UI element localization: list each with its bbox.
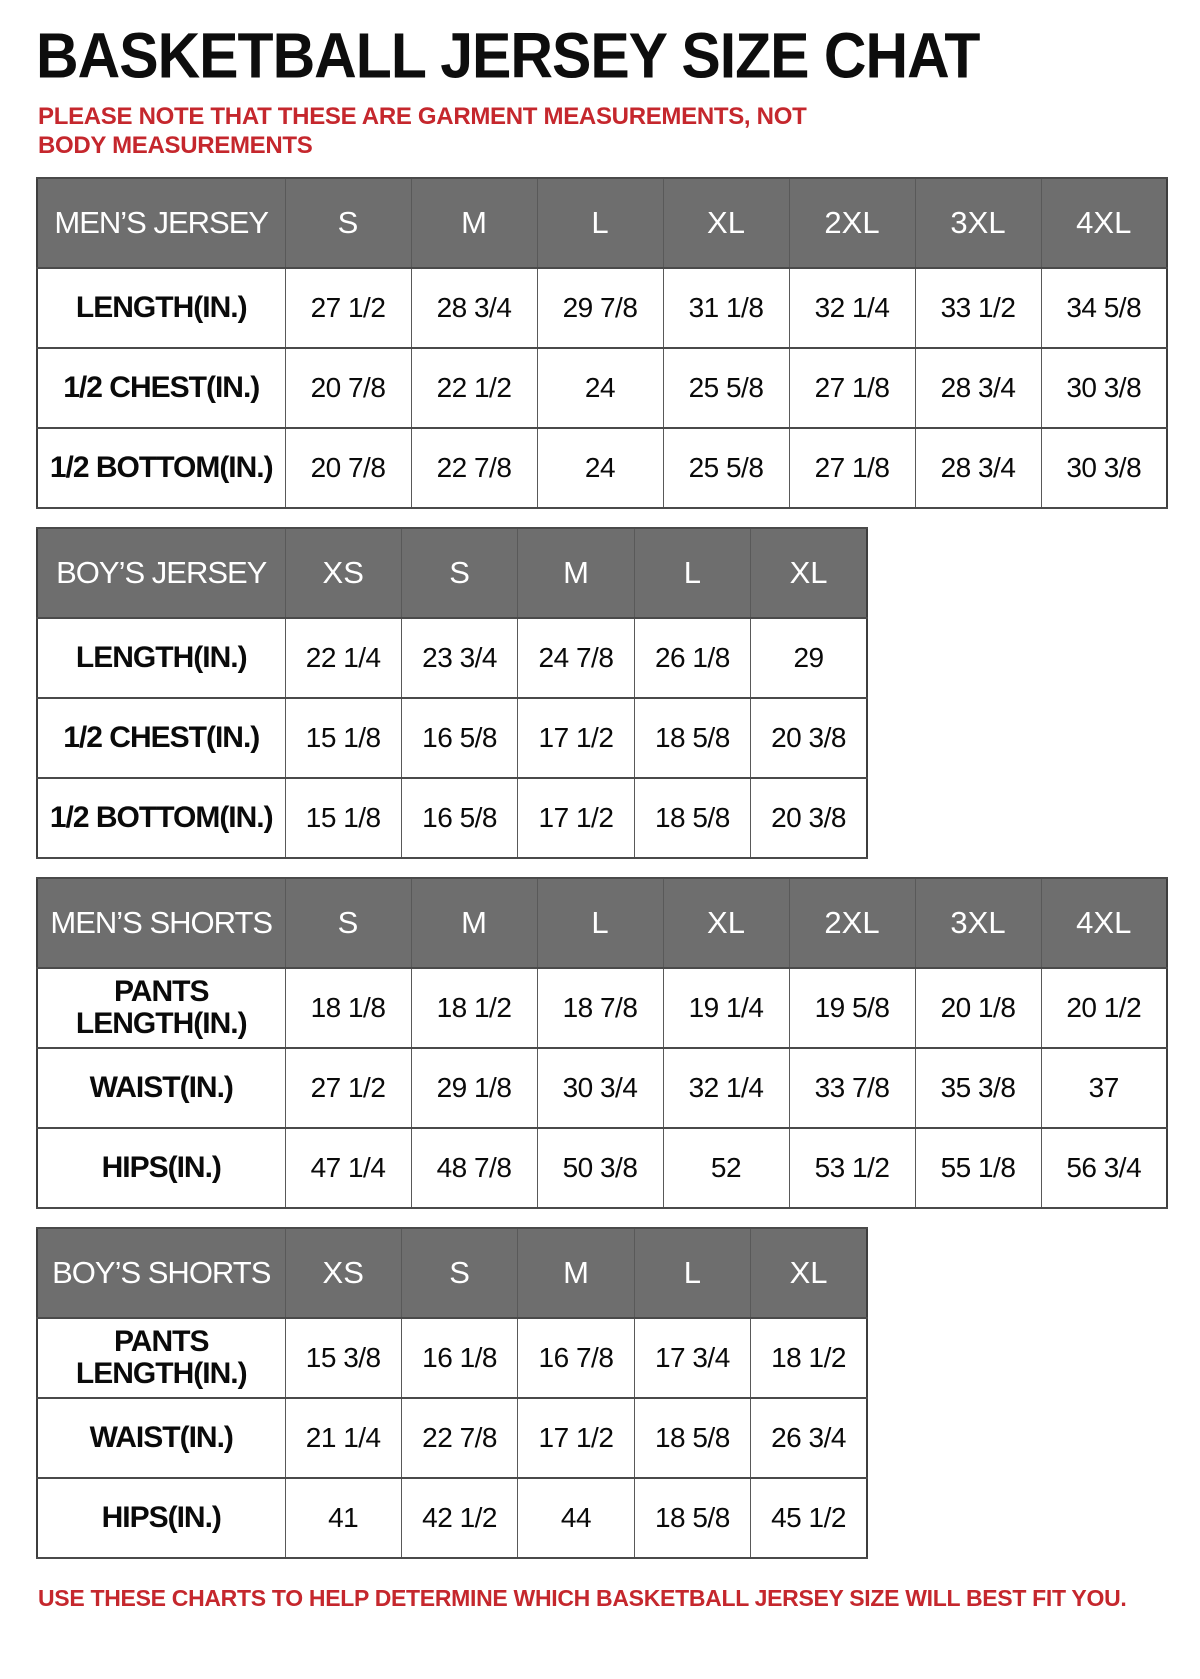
measurement-value: 41 bbox=[285, 1478, 401, 1558]
measurement-value: 32 1/4 bbox=[663, 1048, 789, 1128]
measurement-value: 27 1/8 bbox=[789, 428, 915, 508]
measurement-value: 33 7/8 bbox=[789, 1048, 915, 1128]
size-table bbox=[36, 177, 1168, 509]
measurement-value: 26 3/4 bbox=[751, 1398, 867, 1478]
measurement-value: 56 3/4 bbox=[1041, 1128, 1167, 1208]
measurement-value: 30 3/8 bbox=[1041, 428, 1167, 508]
measurement-value: 15 1/8 bbox=[285, 698, 401, 778]
size-table bbox=[36, 877, 1168, 1209]
measurement-value: 27 1/8 bbox=[789, 348, 915, 428]
boys-jersey-size-table bbox=[36, 527, 1172, 859]
measurement-value: 29 7/8 bbox=[537, 268, 663, 348]
measurement-value: 34 5/8 bbox=[1041, 268, 1167, 348]
measurement-value: 48 7/8 bbox=[411, 1128, 537, 1208]
measurement-value: 27 1/2 bbox=[285, 268, 411, 348]
measurement-value: 30 3/8 bbox=[1041, 348, 1167, 428]
measurement-value: 21 1/4 bbox=[285, 1398, 401, 1478]
table-row bbox=[37, 778, 867, 858]
measurement-value: 15 1/8 bbox=[285, 778, 401, 858]
measurement-value: 18 1/2 bbox=[751, 1318, 867, 1398]
table-row bbox=[37, 1128, 1167, 1208]
measurement-value: 47 1/4 bbox=[285, 1128, 411, 1208]
measurement-value: 17 3/4 bbox=[634, 1318, 750, 1398]
mens-shorts-size-table bbox=[36, 877, 1172, 1209]
measurement-value: 22 7/8 bbox=[411, 428, 537, 508]
table-row bbox=[37, 698, 867, 778]
size-column-header: 2XL bbox=[789, 178, 915, 268]
boys-shorts-size-table bbox=[36, 1227, 1172, 1559]
measurement-label: 1/2 BOTTOM(IN.) bbox=[37, 778, 285, 858]
measurement-value: 20 7/8 bbox=[285, 428, 411, 508]
measurement-value: 18 1/8 bbox=[285, 968, 411, 1048]
measurement-value: 19 5/8 bbox=[789, 968, 915, 1048]
size-column-header: XS bbox=[285, 528, 401, 618]
measurement-label: LENGTH(IN.) bbox=[37, 268, 285, 348]
measurement-label: HIPS(IN.) bbox=[37, 1478, 285, 1558]
measurement-label: LENGTH(IN.) bbox=[37, 618, 285, 698]
size-column-header: S bbox=[285, 178, 411, 268]
size-column-header: XL bbox=[663, 878, 789, 968]
size-column-header: L bbox=[537, 878, 663, 968]
measurement-value: 17 1/2 bbox=[518, 1398, 634, 1478]
measurement-label: 1/2 CHEST(IN.) bbox=[37, 348, 285, 428]
measurement-value: 20 1/8 bbox=[915, 968, 1041, 1048]
table-row bbox=[37, 618, 867, 698]
measurement-value: 24 bbox=[537, 428, 663, 508]
mens-jersey-size-table bbox=[36, 177, 1172, 509]
table-row bbox=[37, 1478, 867, 1558]
measurement-value: 37 bbox=[1041, 1048, 1167, 1128]
measurement-value: 27 1/2 bbox=[285, 1048, 411, 1128]
table-title: MEN’S JERSEY bbox=[37, 178, 285, 268]
measurement-value: 17 1/2 bbox=[518, 698, 634, 778]
measurement-value: 42 1/2 bbox=[401, 1478, 517, 1558]
measurement-value: 18 5/8 bbox=[634, 1398, 750, 1478]
measurement-value: 22 1/4 bbox=[285, 618, 401, 698]
measurement-value: 15 3/8 bbox=[285, 1318, 401, 1398]
size-column-header: 4XL bbox=[1041, 878, 1167, 968]
measurement-label: WAIST(IN.) bbox=[37, 1398, 285, 1478]
measurement-value: 22 1/2 bbox=[411, 348, 537, 428]
table-row bbox=[37, 1318, 867, 1398]
measurement-value: 29 bbox=[751, 618, 867, 698]
size-column-header: XL bbox=[751, 528, 867, 618]
size-column-header: XL bbox=[663, 178, 789, 268]
size-header-row bbox=[37, 1228, 867, 1318]
measurement-label: PANTS LENGTH(IN.) bbox=[37, 968, 285, 1048]
size-column-header: L bbox=[634, 528, 750, 618]
table-title: BOY’S SHORTS bbox=[37, 1228, 285, 1318]
table-row bbox=[37, 268, 1167, 348]
garment-measurement-note: PLEASE NOTE THAT THESE ARE GARMENT MEASUREMENTS, NOT BODY MEASUREMENTS bbox=[38, 103, 807, 160]
measurement-value: 18 1/2 bbox=[411, 968, 537, 1048]
measurement-label: PANTS LENGTH(IN.) bbox=[37, 1318, 285, 1398]
measurement-value: 20 1/2 bbox=[1041, 968, 1167, 1048]
measurement-value: 19 1/4 bbox=[663, 968, 789, 1048]
size-column-header: S bbox=[401, 528, 517, 618]
table-row bbox=[37, 1398, 867, 1478]
size-column-header: 3XL bbox=[915, 878, 1041, 968]
measurement-value: 30 3/4 bbox=[537, 1048, 663, 1128]
measurement-value: 16 5/8 bbox=[401, 778, 517, 858]
measurement-label: 1/2 BOTTOM(IN.) bbox=[37, 428, 285, 508]
measurement-value: 28 3/4 bbox=[915, 348, 1041, 428]
table-row bbox=[37, 348, 1167, 428]
measurement-value: 23 3/4 bbox=[401, 618, 517, 698]
measurement-value: 16 7/8 bbox=[518, 1318, 634, 1398]
table-row bbox=[37, 428, 1167, 508]
size-column-header: M bbox=[518, 528, 634, 618]
measurement-value: 35 3/8 bbox=[915, 1048, 1041, 1128]
size-column-header: 4XL bbox=[1041, 178, 1167, 268]
measurement-value: 32 1/4 bbox=[789, 268, 915, 348]
size-column-header: 3XL bbox=[915, 178, 1041, 268]
size-column-header: XL bbox=[751, 1228, 867, 1318]
measurement-value: 22 7/8 bbox=[401, 1398, 517, 1478]
size-column-header: S bbox=[285, 878, 411, 968]
measurement-value: 26 1/8 bbox=[634, 618, 750, 698]
table-title: BOY’S JERSEY bbox=[37, 528, 285, 618]
measurement-value: 50 3/8 bbox=[537, 1128, 663, 1208]
size-table bbox=[36, 527, 868, 859]
measurement-value: 45 1/2 bbox=[751, 1478, 867, 1558]
measurement-value: 24 7/8 bbox=[518, 618, 634, 698]
measurement-value: 18 5/8 bbox=[634, 1478, 750, 1558]
measurement-label: 1/2 CHEST(IN.) bbox=[37, 698, 285, 778]
table-title: MEN’S SHORTS bbox=[37, 878, 285, 968]
size-table bbox=[36, 1227, 868, 1559]
size-header-row bbox=[37, 178, 1167, 268]
size-header-row bbox=[37, 528, 867, 618]
measurement-label: HIPS(IN.) bbox=[37, 1128, 285, 1208]
size-column-header: M bbox=[518, 1228, 634, 1318]
size-column-header: M bbox=[411, 878, 537, 968]
measurement-value: 20 3/8 bbox=[751, 698, 867, 778]
measurement-value: 17 1/2 bbox=[518, 778, 634, 858]
size-column-header: XS bbox=[285, 1228, 401, 1318]
measurement-value: 28 3/4 bbox=[915, 428, 1041, 508]
measurement-value: 18 5/8 bbox=[634, 778, 750, 858]
measurement-value: 31 1/8 bbox=[663, 268, 789, 348]
fit-advice-note: USE THESE CHARTS TO HELP DETERMINE WHICH BASKETBALL JERSEY SIZE WILL BEST FIT YOU. bbox=[38, 1584, 1127, 1611]
size-column-header: L bbox=[537, 178, 663, 268]
measurement-value: 33 1/2 bbox=[915, 268, 1041, 348]
measurement-value: 55 1/8 bbox=[915, 1128, 1041, 1208]
measurement-value: 24 bbox=[537, 348, 663, 428]
size-column-header: 2XL bbox=[789, 878, 915, 968]
table-row bbox=[37, 1048, 1167, 1128]
measurement-value: 18 5/8 bbox=[634, 698, 750, 778]
measurement-value: 20 3/8 bbox=[751, 778, 867, 858]
measurement-value: 20 7/8 bbox=[285, 348, 411, 428]
size-column-header: S bbox=[401, 1228, 517, 1318]
measurement-value: 52 bbox=[663, 1128, 789, 1208]
measurement-value: 25 5/8 bbox=[663, 428, 789, 508]
measurement-value: 53 1/2 bbox=[789, 1128, 915, 1208]
size-column-header: M bbox=[411, 178, 537, 268]
measurement-label: WAIST(IN.) bbox=[37, 1048, 285, 1128]
measurement-value: 18 7/8 bbox=[537, 968, 663, 1048]
measurement-value: 29 1/8 bbox=[411, 1048, 537, 1128]
measurement-value: 28 3/4 bbox=[411, 268, 537, 348]
measurement-value: 16 5/8 bbox=[401, 698, 517, 778]
size-header-row bbox=[37, 878, 1167, 968]
table-row bbox=[37, 968, 1167, 1048]
page-title: BASKETBALL JERSEY SIZE CHAT bbox=[36, 20, 980, 92]
measurement-value: 25 5/8 bbox=[663, 348, 789, 428]
measurement-value: 44 bbox=[518, 1478, 634, 1558]
size-column-header: L bbox=[634, 1228, 750, 1318]
measurement-value: 16 1/8 bbox=[401, 1318, 517, 1398]
